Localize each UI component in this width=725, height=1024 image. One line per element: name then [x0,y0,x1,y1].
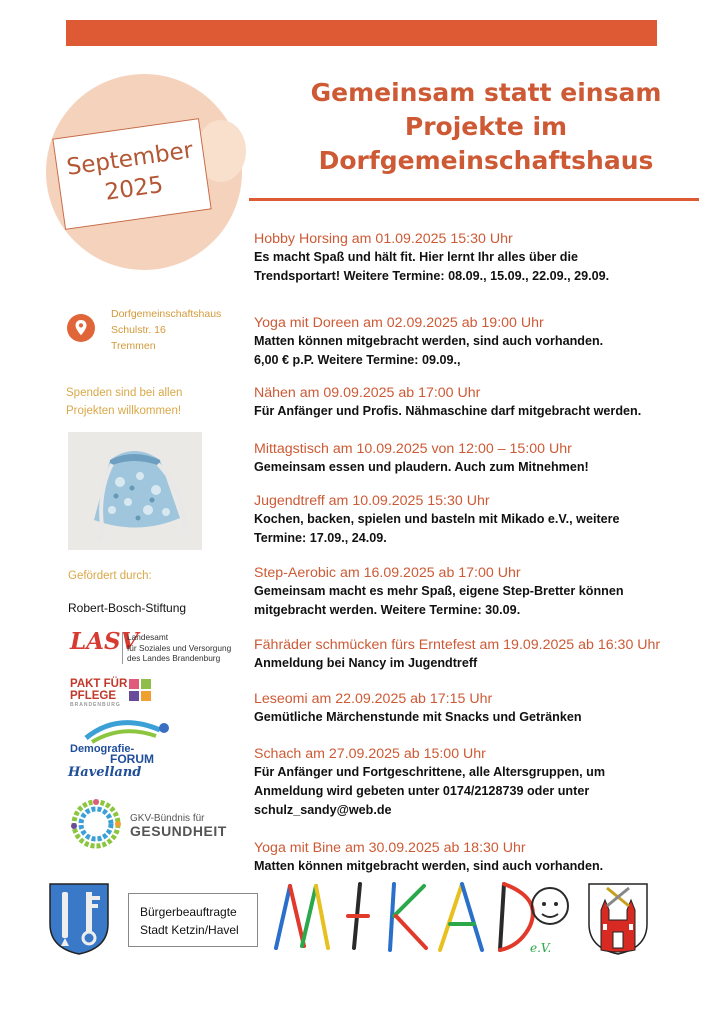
title-line: Projekte im [404,112,568,141]
event-desc: mitgebracht werden. Weitere Termine: 30.09. [254,603,521,617]
location-pin-icon [67,314,95,342]
event-desc: Kochen, backen, spielen und basteln mit Mikado e.V., weitere [254,512,620,526]
demografie-text-2: FORUM [110,752,154,766]
event-desc: Es macht Spaß und hält fit. Hier lernt Ihr alles über die [254,250,579,264]
event-title: Leseomi am 22.09.2025 ab 17:15 Uhr [254,691,493,707]
event-title: Schach am 27.09.2025 ab 15:00 Uhr [254,746,486,762]
gkv-ring-icon [68,796,124,852]
event-desc: Termine: 17.09., 24.09. [254,531,387,545]
event-title: Fähräder schmücken fürs Erntefest am 19.09.2025 ab 16:30 Uhr [254,637,661,653]
pakt-fuer-pflege-logo [70,678,127,708]
event-desc: Anmeldung bei Nancy im Jugendtreff [254,656,478,670]
pakt-line: PAKT FÜR [70,678,128,690]
event-desc: Gemeinsam essen und plaudern. Auch zum Mitnehmen! [254,460,589,474]
event-item [254,564,624,620]
mikado-sub-text: e.V. [530,941,552,955]
top-accent-bar [66,20,657,46]
gkv-line-bold: GESUNDHEIT [130,823,227,839]
event-item [254,690,582,727]
lasv-logo-mark: LASV [70,628,139,655]
address-line: Tremmen [111,340,156,352]
event-item [254,384,641,421]
event-desc: 6,00 € p.P. Weitere Termine: 09.09., [254,353,461,367]
bb-line: Stadt Ketzin/Havel [140,923,239,937]
event-desc: Anmeldung wird gebeten unter 0174/2128739 oder unter [254,784,590,798]
mikado-logo [268,876,578,958]
date-badge-year: 2025 [103,171,165,206]
address-line: Dorfgemeinschaftshaus [111,308,222,320]
lasv-text-line: des Landes Brandenburg [127,653,221,663]
event-title: Nähen am 09.09.2025 ab 17:00 Uhr [254,385,481,401]
lasv-text-line: für Soziales und Versorgung [127,642,232,653]
bb-line: Bürgerbeauftragte [140,905,237,919]
pakt-line: PFLEGE [70,690,117,702]
pakt-subline: BRANDENBURG [70,702,121,708]
event-item [254,636,660,673]
lasv-text-line: Landesamt [127,632,169,642]
address-line: Schulstr. 16 [111,324,166,336]
event-desc: Gemeinsam macht es mehr Spaß, eigene Step-Bretter können [254,584,624,598]
event-item [254,230,609,286]
event-desc: Trendsportart! Weitere Termine: 08.09., 15.09., 22.09., 29.09. [254,269,610,283]
event-title: Yoga mit Doreen am 02.09.2025 ab 19:00 Uhr [254,315,544,331]
gkv-text [130,812,227,840]
donations-line: Projekten willkommen! [66,405,182,417]
donations-note [66,384,182,420]
funded-by-label: Gefördert durch: [68,570,152,582]
event-title: Hobby Horsing am 01.09.2025 15:30 Uhr [254,231,513,247]
event-title: Step-Aerobic am 16.09.2025 ab 17:00 Uhr [254,565,521,581]
sewn-bag-photo [68,432,202,550]
event-item [254,492,620,548]
event-title: Jugendtreff am 10.09.2025 15:30 Uhr [254,493,490,509]
tremmen-coat-of-arms-icon [585,880,651,956]
gkv-line: GKV-Bündnis für [130,813,205,824]
pakt-puzzle-icon [128,678,152,702]
event-desc: Für Anfänger und Profis. Nähmaschine darf mitgebracht werden. [254,404,642,418]
event-desc: Matten können mitgebracht werden, sind auch vorhanden. [254,334,604,348]
gkv-buendnis-logo [68,796,228,856]
event-desc: Matten können mitgebracht werden, sind auch vorhanden. [254,859,604,873]
event-desc: schulz_sandy@web.de [254,803,392,817]
event-title: Yoga mit Bine am 30.09.2025 ab 18:30 Uhr [254,840,526,856]
event-desc: Für Anfänger und Fortgeschrittene, alle Altersgruppen, um [254,765,606,779]
event-desc: Gemütliche Märchenstunde mit Snacks und Getränken [254,710,582,724]
title-line: Gemeinsam statt einsam [310,78,662,107]
page-title [260,76,712,178]
event-item [254,745,605,820]
lasv-logo-text [122,632,247,664]
address-block [111,306,221,354]
date-badge-month: September [65,137,195,181]
event-item [254,839,603,876]
event-title: Mittagstisch am 10.09.2025 von 12:00 – 15:00 Uhr [254,441,572,457]
event-item [254,314,603,370]
title-underline [249,198,699,201]
buergerbeauftragte-box [128,893,258,947]
demografie-text-1: Demografie- [70,743,135,755]
title-line: Dorfgemeinschaftshaus [318,146,654,175]
donations-line: Spenden sind bei allen [66,387,183,399]
event-item [254,440,589,477]
demografie-forum-logo [66,716,182,780]
robert-bosch-sponsor: Robert-Bosch-Stiftung [68,601,187,615]
ketzin-coat-of-arms-icon [46,880,112,956]
demografie-text-3: Havelland [68,765,142,780]
bag-image [68,432,202,550]
